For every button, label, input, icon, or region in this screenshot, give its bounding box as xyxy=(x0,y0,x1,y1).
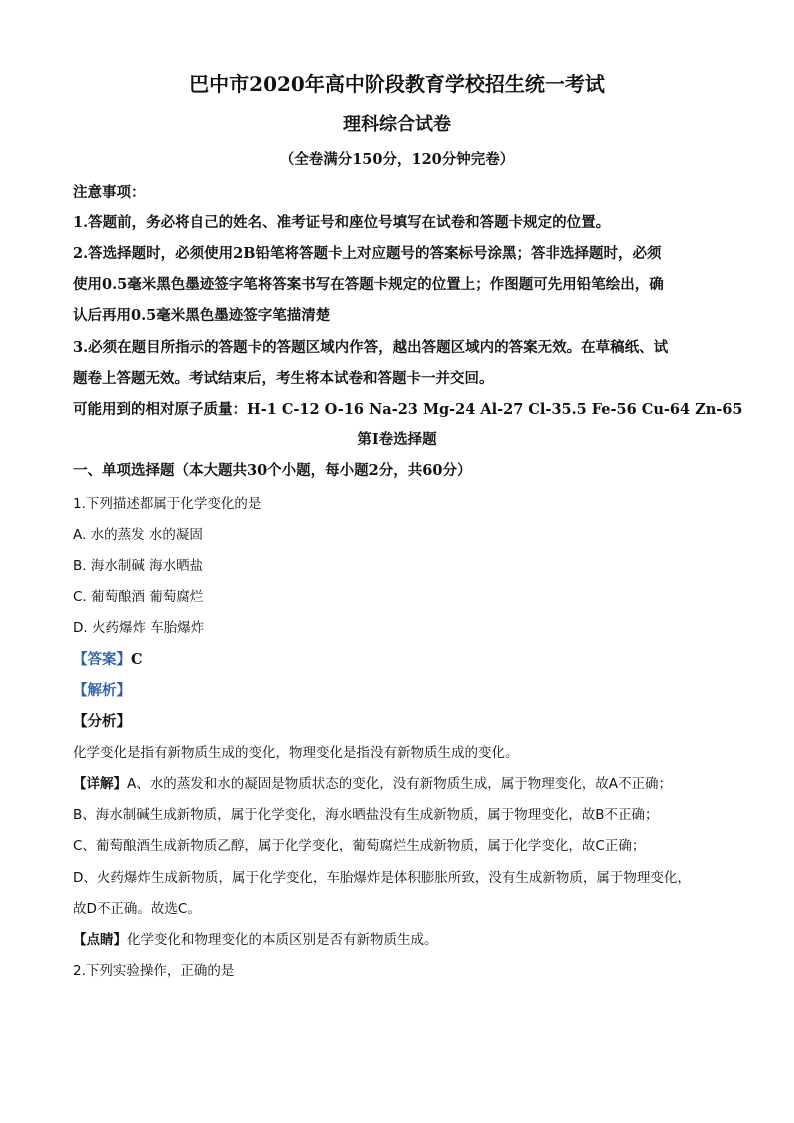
answer-value: C xyxy=(131,651,143,668)
detail-text: B、海水制碱生成新物质，属于化学变化，海水晒盐没有生成新物质，属于物理变化，故B不正确； xyxy=(73,807,659,823)
notice-item: 1.答题前，务必将自己的姓名、准考证号和座位号填写在试卷和答题卡规定的位置。 xyxy=(73,214,611,231)
notice-item: 2.答选择题时，必须使用2B铅笔将答题卡上对应题号的答案标号涂黑；答非选择题时，必须 xyxy=(73,245,662,262)
notice-item: 3.必须在题目所指示的答题卡的答题区域内作答，越出答题区域内的答案无效。在草稿纸、试 xyxy=(73,339,669,356)
analysis-tag: 【解析】 xyxy=(73,682,131,699)
notice-item: 题卷上答题无效。考试结束后，考生将本试卷和答题卡一并交回。 xyxy=(73,370,494,387)
analysis-line xyxy=(73,681,131,701)
detail-text: A、水的蒸发和水的凝固是物质状态的变化，没有新物质生成，属于物理变化，故A不正确； xyxy=(127,776,672,792)
comment-tag: 【点睛】 xyxy=(73,932,127,948)
notice-heading: 注意事项： xyxy=(73,184,146,201)
comment-text: 化学变化和物理变化的本质区别是否有新物质生成。 xyxy=(127,932,438,948)
fenxi-tag: 【分析】 xyxy=(73,713,131,730)
option-d: D. 火药爆炸 车胎爆炸 xyxy=(73,620,205,636)
answer-tag: 【答案】 xyxy=(73,651,131,668)
exam-subtitle: 理科综合试卷 xyxy=(343,114,451,135)
comment-line xyxy=(73,930,438,950)
notice-item: 认后再用0.5毫米黑色墨迹签字笔描清楚 xyxy=(73,307,331,324)
option-c: C. 葡萄酿酒 葡萄腐烂 xyxy=(73,589,204,605)
fenxi-line xyxy=(73,712,131,732)
detail-text: C、葡萄酿酒生成新物质乙醇，属于化学变化，葡萄腐烂生成新物质，属于化学变化，故C正确； xyxy=(73,838,646,854)
fenxi-text: 化学变化是指有新物质生成的变化，物理变化是指没有新物质生成的变化。 xyxy=(73,745,519,761)
section-title: 第Ⅰ卷选择题 xyxy=(357,431,437,448)
section-heading: 一、单项选择题（本大题共30个小题，每小题2分，共60分） xyxy=(73,462,472,479)
detail-text: 故D不正确。故选C。 xyxy=(73,901,201,917)
question-2-stem: 2.下列实验操作，正确的是 xyxy=(73,963,235,979)
question-1-stem: 1.下列描述都属于化学变化的是 xyxy=(73,496,262,512)
atomic-masses: 可能用到的相对原子质量：H-1 C-12 O-16 Na-23 Mg-24 Al-27 Cl-35.5 Fe-56 Cu-64 Zn-65 xyxy=(73,401,743,418)
exam-title: 巴中市2020年高中阶段教育学校招生统一考试 xyxy=(189,72,605,96)
detail-tag: 【详解】 xyxy=(73,776,127,792)
detail-line xyxy=(73,774,672,794)
notice-item: 使用0.5毫米黑色墨迹签字笔将答案书写在答题卡规定的位置上；作图题可先用铅笔绘出，确 xyxy=(73,276,664,293)
score-note: （全卷满分150分，120分钟完卷） xyxy=(279,151,515,168)
detail-text: D、火药爆炸生成新物质，属于化学变化，车胎爆炸是体积膨胀所致，没有生成新物质，属于物理变化， xyxy=(73,870,691,886)
answer-line xyxy=(73,650,143,670)
option-a: A. 水的蒸发 水的凝固 xyxy=(73,527,203,543)
option-b: B. 海水制碱 海水晒盐 xyxy=(73,558,204,574)
